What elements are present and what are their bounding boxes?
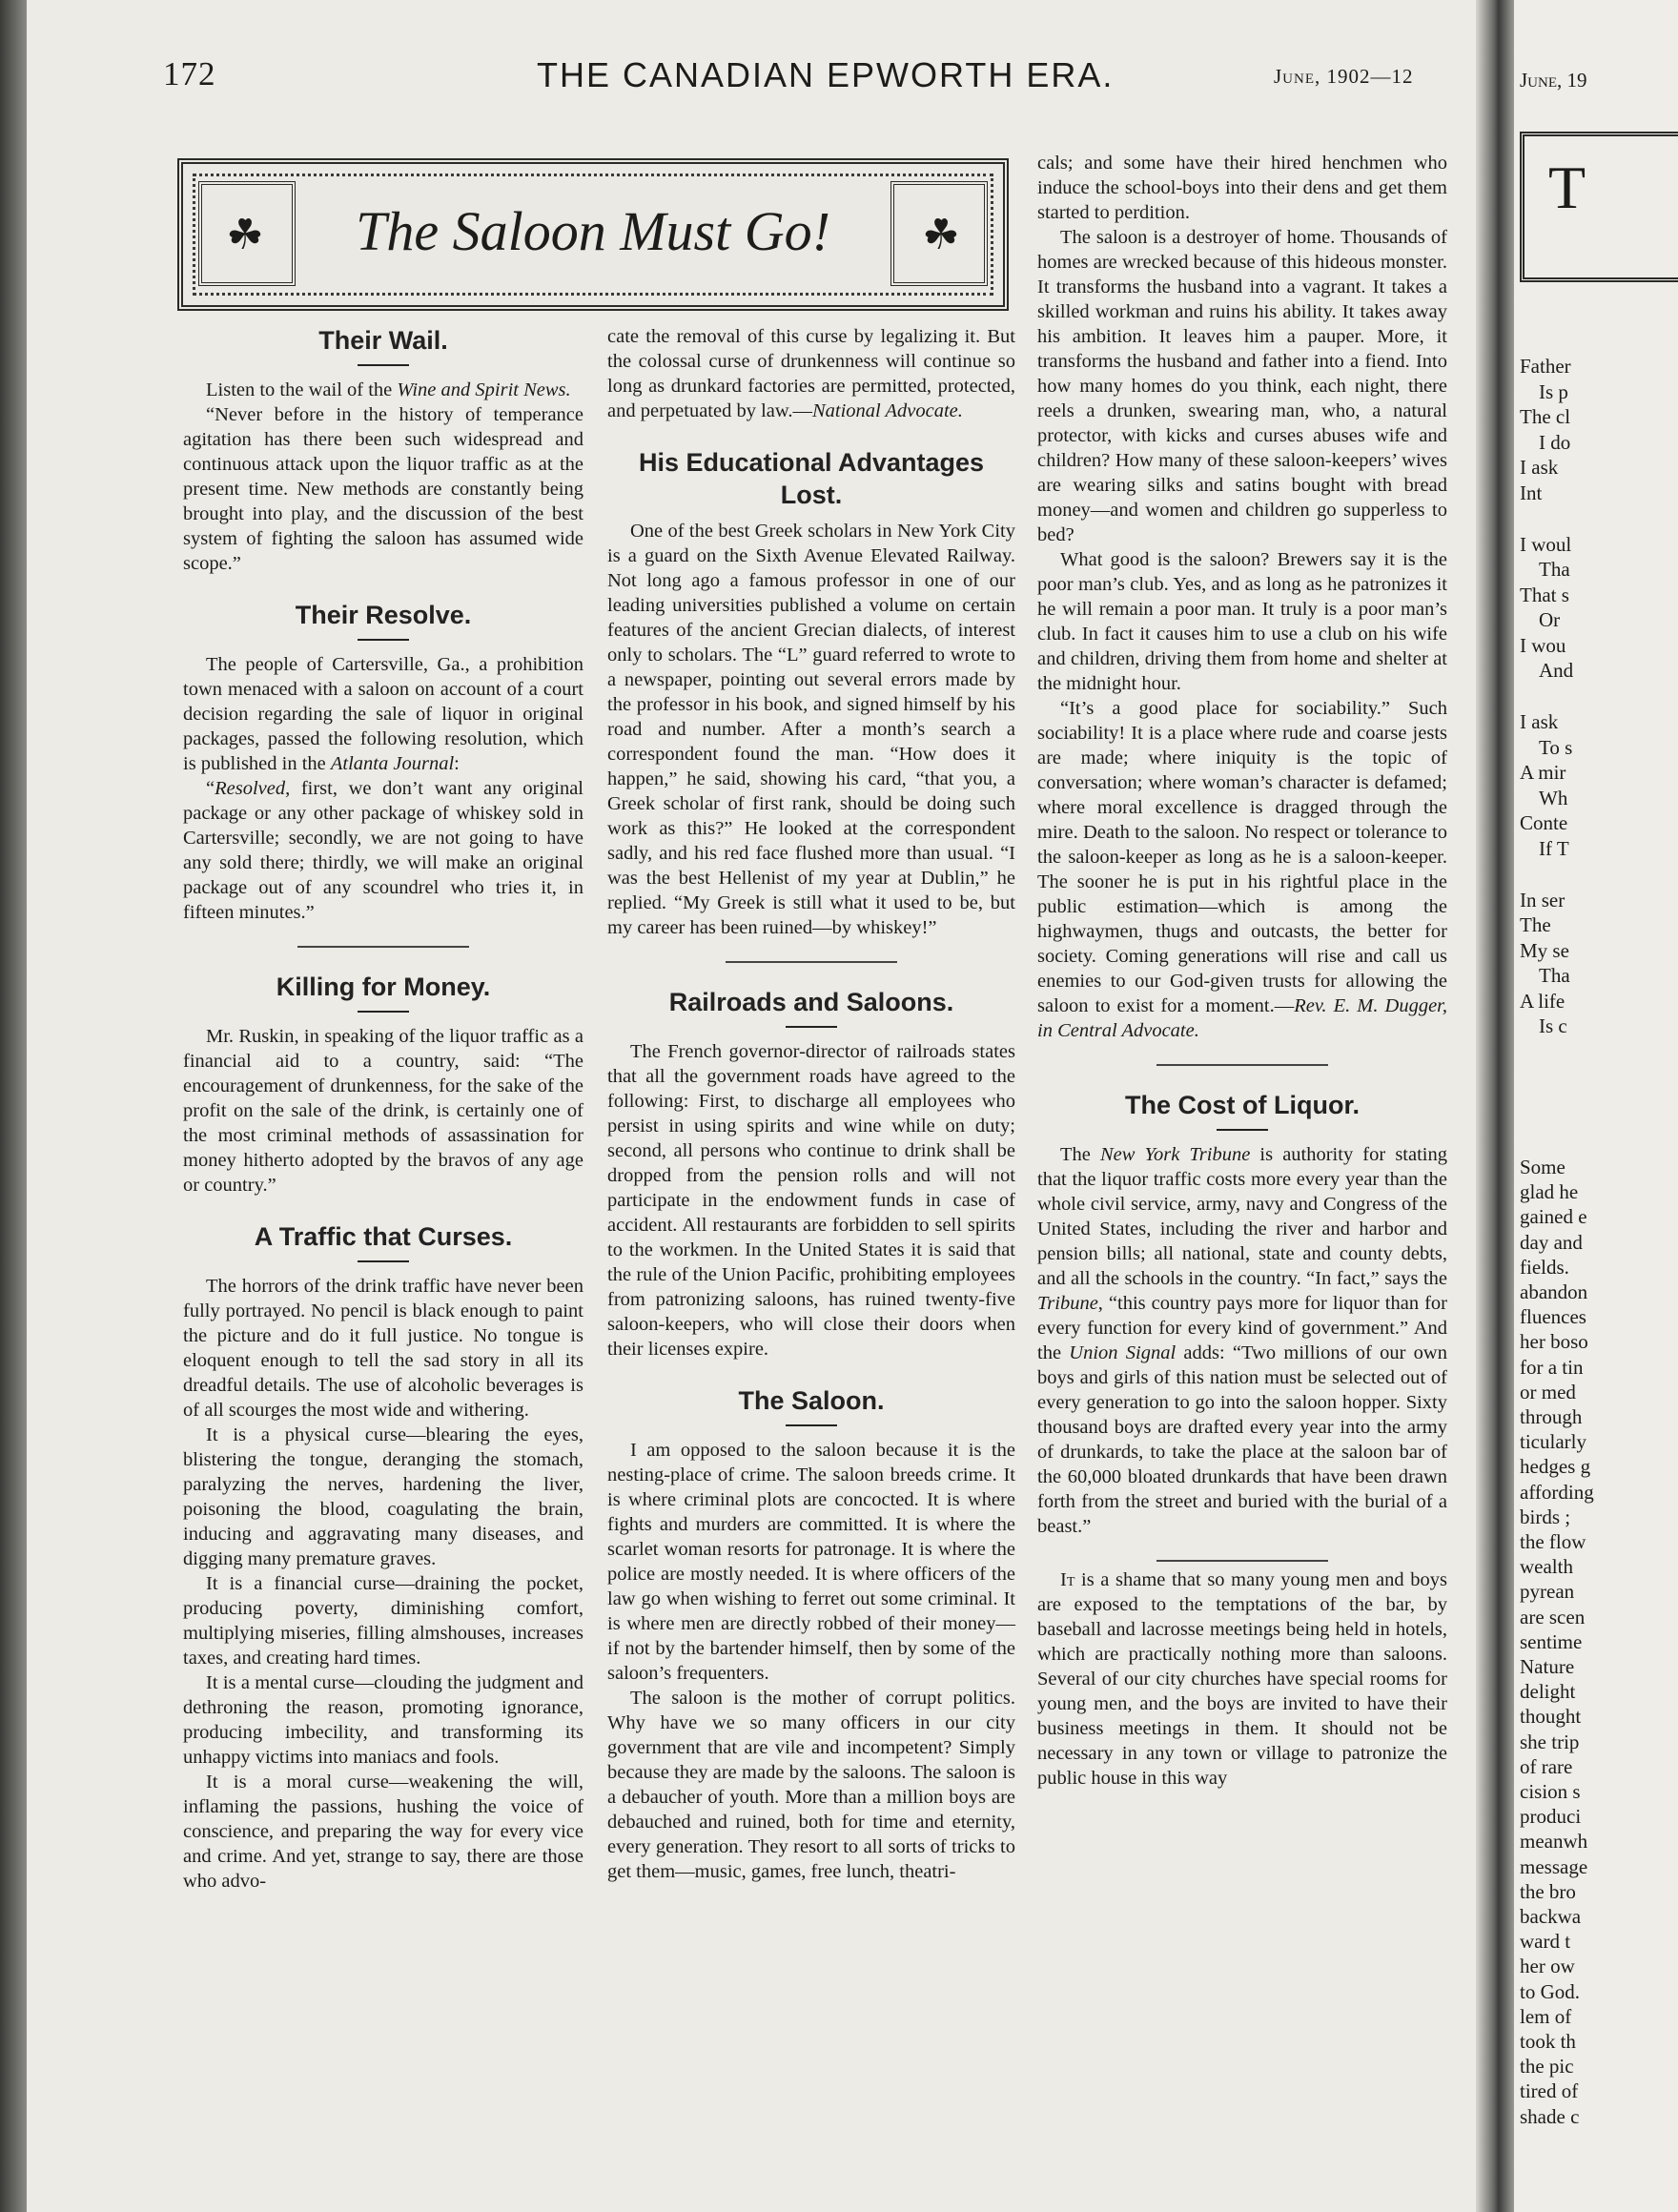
facing-page-line: produci	[1520, 1805, 1582, 1829]
facing-page-line: To s	[1539, 735, 1573, 759]
facing-page-line: ticularly	[1520, 1430, 1586, 1454]
column-3	[1037, 151, 1447, 1791]
facing-page-line: I woul	[1520, 532, 1572, 556]
section-divider	[1156, 1560, 1328, 1562]
paragraph: It is a shame that so many young men and boys are exposed to the temptations of the bar, by baseball and lacrosse meetings being held in hotels, which are practically nothing more than saloons. Several of our city churches have special rooms for young men, and the boys are invited to have their business meetings in them. It should not be necessary in any town or village to patronize the public house in this way	[1037, 1569, 1447, 1789]
paragraph: One of the best Greek scholars in New York City is a guard on the Sixth Avenue Elevated Railway. Not long ago a famous professor in one of our leading universities published a volume on certain features of the ancient Grecian dialects, of interest only to scholars. The “L” guard referred to wrote to a newspaper, pointing out several errors made by the professor in his book, and signed himself by his road and number. After a month’s search a correspondent found the man. “How does it happen,” he said, showing his card, “that you, a Greek scholar of first rank, should be doing such work as this?” He looked at the correspondent sadly, and his red face flushed more than usual. “I was the best Hellenist of my year at Dublin,” he replied. “My Greek is still what it used to be, but my career has been ruined—by whiskey!”	[607, 521, 1015, 938]
heading-educational-advantages-lost: His Educational Advantages Lost.	[638, 448, 985, 509]
facing-page-line: abandon	[1520, 1280, 1588, 1303]
facing-page-line: tired of	[1520, 2079, 1579, 2103]
issue-date: June, 1902—12	[1274, 65, 1414, 88]
facing-page-line: If T	[1539, 836, 1569, 860]
paragraph: It is a physical curse—blearing the eyes, blistering the tongue, deranging the stomach, paralyzing the nerves, hardening the liver, poisoning the blood, coagulating the brain, inducing and aggravating many diseases, and digging many premature graves.	[183, 1424, 583, 1569]
facing-page-line: or med	[1520, 1380, 1576, 1403]
facing-page-line: I ask	[1520, 456, 1559, 479]
facing-page-line: to God.	[1520, 1979, 1580, 2003]
facing-page-line: are scen	[1520, 1605, 1586, 1628]
facing-page-line: ward t	[1520, 1930, 1571, 1954]
facing-page-line: she trip	[1520, 1730, 1580, 1753]
facing-page-line: thought	[1520, 1705, 1582, 1729]
paragraph: The saloon is the mother of corrupt politics. Why have we so many officers in our city government that are vile and incompetent? Simply because they are made by the saloons. The saloon is a debaucher of youth. More than a million boys are debauched and ruined, both for time and eternity, every generation. They resort to all sorts of tricks to get them—music, games, free lunch, theatri-	[607, 1688, 1015, 1882]
facing-page-line: the flow	[1520, 1530, 1586, 1553]
banner-title: The Saloon Must Go!	[356, 200, 830, 262]
heading-traffic-that-curses: A Traffic that Curses.	[254, 1222, 513, 1251]
book-gutter	[1476, 0, 1514, 2212]
facing-page-line: Father	[1520, 355, 1571, 378]
facing-page-line: message	[1520, 1854, 1588, 1878]
facing-page-line: Is c	[1539, 1014, 1567, 1037]
facing-page-line: the bro	[1520, 1879, 1576, 1903]
heading-rule	[358, 1011, 409, 1013]
facing-page-line: fields.	[1520, 1255, 1569, 1279]
section-divider	[1156, 1064, 1328, 1066]
facing-page-line: for a tin	[1520, 1355, 1584, 1379]
paragraph: “Resolved, first, we don’t want any original package or any other package of whiskey sold in Cartersville; secondly, we are not going to have any sold there; thirdly, we will make an original package out of any scoundrel who tries it, in fifteen minutes.”	[183, 778, 583, 923]
paragraph: cate the removal of this curse by legalizing it. But the colossal curse of drunkenness will continue so long as drunkard factories are permitted, protected, and perpetuated by law.—National Advocate.	[607, 326, 1015, 421]
heading-their-wail: Their Wail.	[318, 326, 448, 355]
facing-page-line: her boso	[1520, 1330, 1588, 1354]
paragraph: The people of Cartersville, Ga., a prohibition town menaced with a saloon on account of a court decision regarding the sale of liquor in original packages, passed the following resolution, which is published in the Atlanta Journal:	[183, 654, 583, 774]
facing-page-line: glad he	[1520, 1180, 1579, 1204]
paragraph: I am opposed to the saloon because it is the nesting-place of crime. The saloon breeds crime. It is where criminal plots are concocted. It is where fights and murders are committed. It is where the scarlet woman resorts for patronage. It is where the police are mostly needed. It is where officers of the law go when wishing to ferret out some criminal. It is where men are directly robbed of their money—if not by the bartender himself, then by some of the saloon’s frequenters.	[607, 1440, 1015, 1684]
facing-page-line: In ser	[1520, 888, 1565, 911]
column-2	[607, 324, 1015, 1884]
paragraph: The saloon is a destroyer of home. Thousands of homes are wrecked because of this hideous monster. It transforms the husband into a vagrant. It takes a skilled workman and ruins his ability. It takes away his ambition. It leaves him a pauper. More, it transforms the husband and father into a fiend. Into how many homes do you think, each night, there reels a drunken, swearing man, who, a natural protector, with kicks and curses abuses wife and children? How many of these saloon-keepers’ wives are wearing silks and satins bought with bread money—and women and children go supperless to bed?	[1037, 227, 1447, 545]
facing-page-line: Is p	[1539, 379, 1568, 403]
facing-page-line: That s	[1520, 583, 1569, 606]
facing-page-line: Conte	[1520, 811, 1568, 834]
facing-page-line: I wou	[1520, 633, 1566, 657]
facing-page-line: A life	[1520, 989, 1565, 1013]
heading-their-resolve: Their Resolve.	[295, 601, 472, 629]
paragraph: cals; and some have their hired henchmen who induce the school-boys into their dens and get them started to perdition.	[1037, 153, 1447, 223]
paragraph: “It’s a good place for sociability.” Such sociability! It is a place where rude and coarse jests are made; where iniquity is the topic of conversation; where woman’s character is defamed; where moral excellence is dragged through the mire. Death to the saloon. No respect or tolerance to the saloon-keeper as long as he is a saloon-keeper. The sooner he is put in his rightful place in the public estimation—which is among the highwaymen, thugs and outcasts, the better for society. Coming generations will rise and call us enemies to our God-given trusts for allowing the saloon to exist for a moment.—Rev. E. M. Dugger, in Central Advocate.	[1037, 698, 1448, 1041]
heading-rule	[358, 1260, 409, 1262]
facing-page-line: gained e	[1520, 1205, 1587, 1229]
facing-page-line: the pic	[1520, 2055, 1574, 2079]
facing-page-line: cision s	[1520, 1780, 1581, 1803]
paragraph: The horrors of the drink traffic have never been fully portrayed. No pencil is black enough to paint the picture and do it full justice. No tongue is eloquent enough to tell the sad story in all its dreadful details. The use of alcoholic beverages is of all scourges the most wide and withering.	[183, 1276, 583, 1421]
facing-page-line: Tha	[1539, 964, 1570, 987]
facing-page-line: backwa	[1520, 1905, 1582, 1928]
paragraph: What good is the saloon? Brewers say it is the poor man’s club. Yes, and as long as he patronizes it he will remain a poor man. It truly is a poor man’s club. In fact it causes him to use a club on his wife and children, driving them from home and shelter at the midnight hour.	[1037, 549, 1447, 694]
facing-page-line: took th	[1520, 2030, 1576, 2053]
clover-leaf-icon: ☘	[226, 212, 264, 258]
facing-page-line: meanwh	[1520, 1830, 1588, 1854]
section-divider	[297, 946, 469, 948]
facing-page-line: Or	[1539, 608, 1561, 631]
facing-page-line: hedges g	[1520, 1455, 1591, 1479]
facing-page-line: Some	[1520, 1156, 1565, 1178]
facing-page-line: lem of	[1520, 2004, 1572, 2028]
facing-page-line: sentime	[1520, 1629, 1583, 1653]
paragraph: It is a mental curse—clouding the judgment and dethroning the reason, promoting ignorance, producing imbecility, and transforming its unhappy victims into maniacs and fools.	[183, 1672, 583, 1768]
heading-killing-for-money: Killing for Money.	[276, 973, 491, 1001]
facing-page-line: affording	[1520, 1480, 1594, 1504]
facing-page-line: I ask	[1520, 710, 1559, 733]
clover-leaf-icon: ☘	[922, 212, 960, 258]
facing-page-line: delight	[1520, 1680, 1576, 1704]
paragraph: “Never before in the history of temperance agitation has there been such widespread and continuous attack upon the liquor traffic as at the present time. New methods are constantly being brought into play, and the discussion of the best system of fighting the saloon has assumed wide scope.”	[183, 404, 583, 574]
heading-rule	[786, 1424, 837, 1426]
facing-page-line: Int	[1520, 481, 1543, 504]
facing-page-line: A mir	[1520, 761, 1566, 784]
facing-page-line: day and	[1520, 1230, 1583, 1254]
paragraph: It is a financial curse—draining the pocket, producing poverty, diminishing comfort, multiplying miseries, filling almshouses, increases taxes, and creating hard times.	[183, 1573, 583, 1669]
heading-rule	[1217, 1129, 1268, 1131]
heading-cost-of-liquor: The Cost of Liquor.	[1125, 1091, 1360, 1119]
paragraph: The French governor-director of railroads states that all the government roads have agreed to the following: First, to discharge all employees who persist in using spirits and wine while on duty; second, all persons who continue to drink shall be dropped from the pension rolls and will not participate in the endowment funds in case of accident. All restaurants are forbidden to sell spirits to the workmen. In the United States it is said that the rule of the Union Pacific, prohibiting employees from patronizing saloons, has ruined twenty-five saloon-keepers, who will close their doors when their licenses expire.	[607, 1041, 1015, 1360]
paragraph: Listen to the wail of the Wine and Spirit News.	[206, 379, 571, 400]
publication-title: THE CANADIAN EPWORTH ERA.	[537, 55, 1115, 94]
facing-page-header: June, 19	[1520, 69, 1587, 92]
book-spine-shadow	[0, 0, 27, 2212]
facing-page-fragment	[1514, 0, 1678, 2212]
heading-rule	[786, 1026, 837, 1028]
section-divider	[726, 961, 897, 963]
facing-page-line: The	[1520, 913, 1551, 936]
heading-railroads-and-saloons: Railroads and Saloons.	[668, 988, 954, 1016]
facing-page-line: Tha	[1539, 558, 1570, 581]
heading-rule	[358, 639, 409, 641]
facing-page-line: shade c	[1520, 2104, 1580, 2128]
facing-page-line: I do	[1539, 430, 1571, 454]
facing-page-initial: T	[1548, 154, 1586, 221]
page-number: 172	[163, 55, 216, 92]
facing-page-line: wealth	[1520, 1555, 1573, 1579]
facing-page-line: Wh	[1539, 786, 1568, 809]
facing-page-line: Nature	[1520, 1655, 1575, 1678]
facing-page-line: pyrean	[1520, 1580, 1575, 1604]
facing-page-line: And	[1539, 659, 1574, 682]
magazine-page	[27, 0, 1514, 2212]
article-banner	[177, 158, 1009, 311]
facing-page-line: her ow	[1520, 1955, 1575, 1978]
facing-page-ornament	[1520, 132, 1678, 282]
facing-page-line: of rare	[1520, 1754, 1573, 1778]
facing-page-line: My se	[1520, 938, 1569, 962]
heading-the-saloon: The Saloon.	[738, 1386, 885, 1415]
paragraph: It is a moral curse—weakening the will, inflaming the passions, hushing the voice of conscience, and preparing the way for every vice and crime. And yet, strange to say, there are those who advo-	[183, 1772, 583, 1892]
facing-page-line: fluences	[1520, 1305, 1586, 1329]
paragraph: The New York Tribune is authority for stating that the liquor traffic costs more every year than the whole civil service, army, navy and Congress of the United States, including the river and harbor and pension bills; all national, state and county debts, and all the schools in the country. “In fact,” says the Tribune, “this country pays more for liquor than for every function for every kind of government.” And the Union Signal adds: “Two millions of our own boys and girls of this nation must be selected out of every generation to go into the saloon hopper. Sixty thousand boys are drafted every year into the army of drunkards, to take the place at the saloon bar of the 60,000 bloated drunkards that have been drawn forth from the street and buried with the burial of a beast.”	[1037, 1144, 1447, 1537]
facing-page-line: through	[1520, 1405, 1583, 1428]
column-1	[183, 324, 583, 1894]
paragraph: Mr. Ruskin, in speaking of the liquor traffic as a financial aid to a country, said: “The encouragement of drunkenness, for the sake of the profit on the sale of the drink, is certainly one of the most criminal methods of assassination for money hitherto adopted by the bravos of any age or country.”	[183, 1026, 583, 1196]
heading-rule	[358, 364, 409, 366]
facing-page-line: birds ;	[1520, 1505, 1571, 1528]
facing-page-line: The cl	[1520, 405, 1571, 428]
